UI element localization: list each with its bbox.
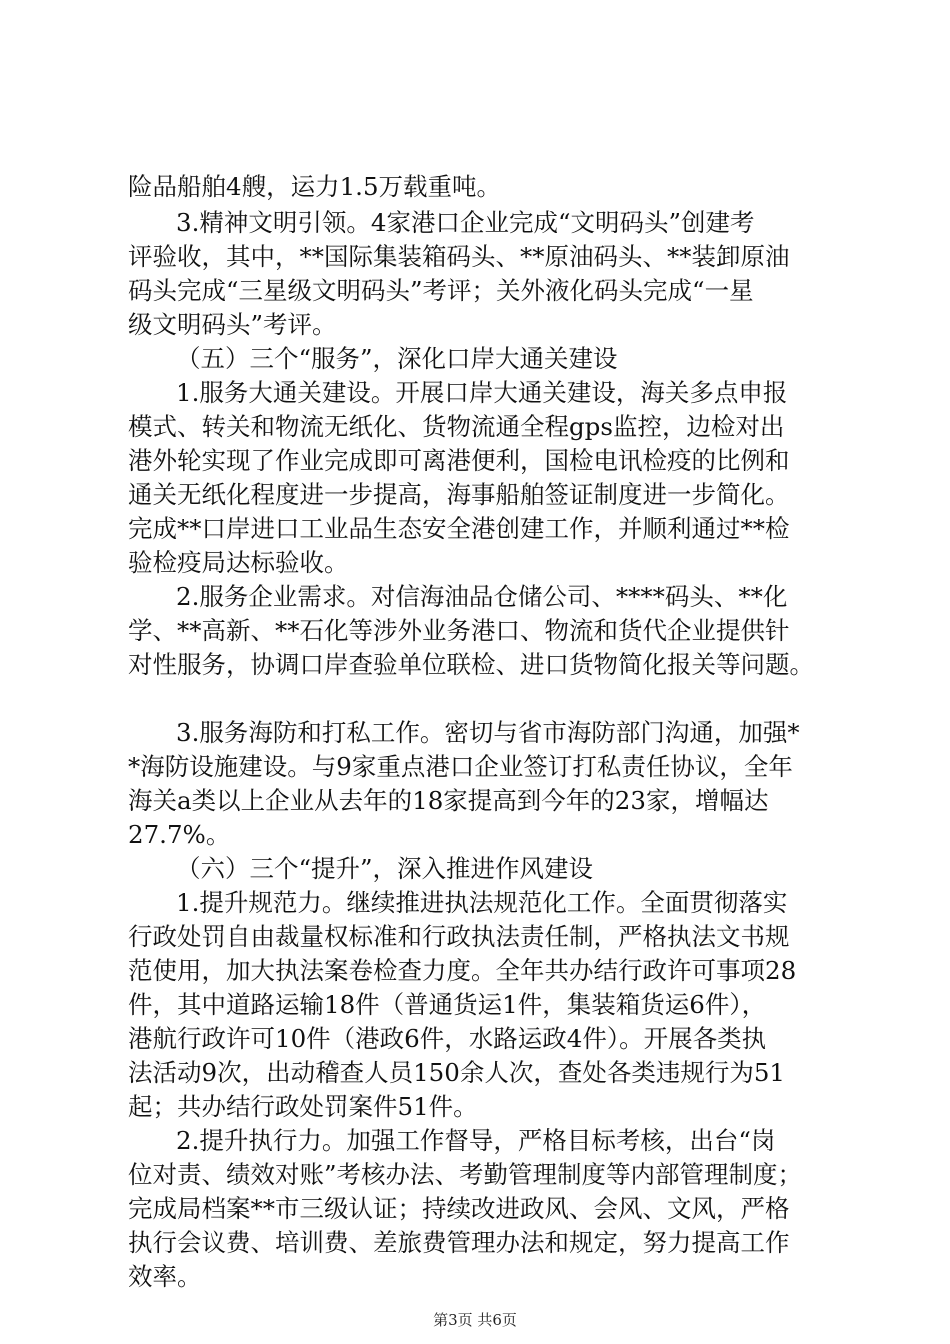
body-line: 评验收，其中，**国际集装箱码头、**原油码头、**装卸原油	[128, 242, 790, 271]
body-line: 级文明码头”考评。	[128, 310, 337, 339]
body-line: 27.7%。	[128, 820, 231, 849]
paragraph-first-line: 3.服务海防和打私工作。密切与省市海防部门沟通，加强*	[176, 718, 800, 747]
body-line: 效率。	[128, 1262, 202, 1291]
body-line: 完成局档案**市三级认证；持续改进政风、会风、文风，严格	[128, 1194, 790, 1223]
section-heading: （六）三个“提升”，深入推进作风建设	[176, 854, 594, 883]
body-line: *海防设施建设。与9家重点港口企业签订打私责任协议，全年	[128, 752, 793, 781]
paragraph-first-line: 1.服务大通关建设。开展口岸大通关建设，海关多点申报	[176, 378, 788, 407]
body-line: 港航行政许可10件（港政6件，水路运政4件）。开展各类执	[128, 1024, 767, 1053]
paragraph-first-line: 3.精神文明引领。4家港口企业完成“文明码头”创建考	[176, 208, 755, 237]
body-line: 起；共办结行政处罚案件51件。	[128, 1092, 478, 1121]
body-line: 港外轮实现了作业完成即可离港便利，国检电讯检疫的比例和	[128, 446, 790, 475]
body-line: 模式、转关和物流无纸化、货物流通全程gps监控，边检对出	[128, 412, 785, 441]
section-heading: （五）三个“服务”，深化口岸大通关建设	[176, 344, 618, 373]
page-number: 第3页 共6页	[433, 1311, 517, 1329]
body-line: 范使用，加大执法案卷检查力度。全年共办结行政许可事项28	[128, 956, 797, 985]
paragraph-first-line: 1.提升规范力。继续推进执法规范化工作。全面贯彻落实	[176, 888, 788, 917]
paragraph-first-line: 2.服务企业需求。对信海油品仓储公司、****码头、**化	[176, 582, 788, 611]
body-line: 通关无纸化程度进一步提高，海事船舶签证制度进一步简化。	[128, 480, 790, 509]
body-line: 码头完成“三星级文明码头”考评；关外液化码头完成“一星	[128, 276, 754, 305]
body-line: 法活动9次，出动稽查人员150余人次，查处各类违规行为51	[128, 1058, 786, 1087]
body-line: 位对责、绩效对账”考核办法、考勤管理制度等内部管理制度；	[128, 1160, 803, 1189]
body-line: 验检疫局达标验收。	[128, 548, 349, 577]
body-line: 件，其中道路运输18件（普通货运1件，集装箱货运6件），	[128, 990, 767, 1019]
body-line: 执行会议费、培训费、差旅费管理办法和规定，努力提高工作	[128, 1228, 790, 1257]
body-line: 对性服务，协调口岸查验单位联检、进口货物简化报关等问题。	[128, 650, 814, 679]
body-line: 险品船舶4艘，运力1.5万载重吨。	[128, 172, 502, 201]
body-line: 行政处罚自由裁量权标准和行政执法责任制，严格执法文书规	[128, 922, 790, 951]
body-line: 海关a类以上企业从去年的18家提高到今年的23家，增幅达	[128, 786, 769, 815]
body-line: 完成**口岸进口工业品生态安全港创建工作，并顺利通过**检	[128, 514, 790, 543]
paragraph-first-line: 2.提升执行力。加强工作督导，严格目标考核，出台“岗	[176, 1126, 776, 1155]
body-line: 学、**高新、**石化等涉外业务港口、物流和货代企业提供针	[128, 616, 790, 645]
